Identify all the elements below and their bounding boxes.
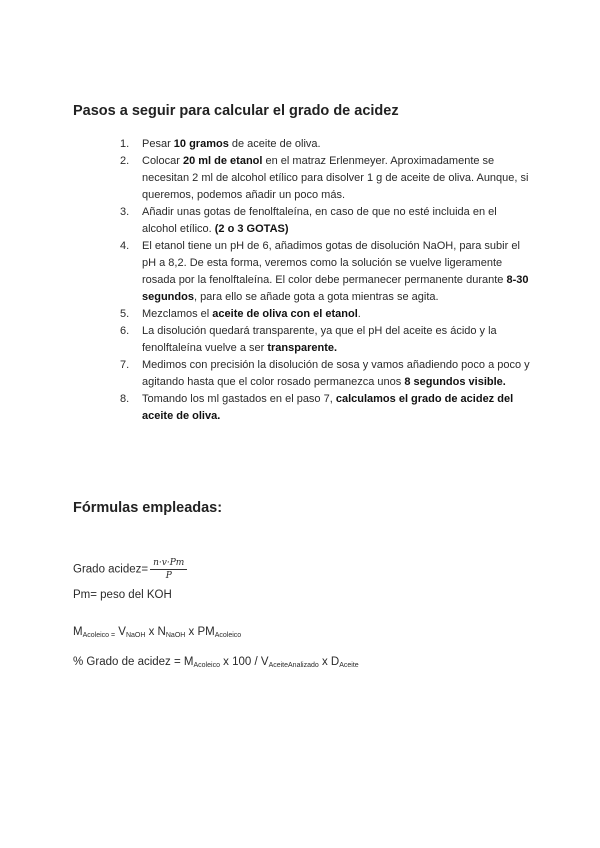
step-text: Mezclamos el xyxy=(142,308,213,320)
step-text-bold: (2 o 3 GOTAS) xyxy=(214,223,289,235)
step-number: 5. xyxy=(120,308,130,320)
formula-grado-acidez xyxy=(73,558,187,581)
sub-acoleico-3: Acoleico xyxy=(193,662,220,669)
fraction-denominator: P xyxy=(165,571,172,581)
step-text-bold: 10 gramos xyxy=(173,138,229,150)
step-text: Medimos con precisión la disolución de sosa y vamos añadiendo poco a poco y agitando hasta que el color rosado permanezca unos xyxy=(142,359,530,388)
step-number: 2. xyxy=(120,155,130,167)
fraction-numerator: n·v·Pm xyxy=(150,558,187,570)
step-number: 1. xyxy=(120,138,130,150)
formula-grado-label: Grado acidez= xyxy=(73,563,149,576)
sub-acoleico: Acoleico = xyxy=(82,632,116,639)
symbol-pm: x PM xyxy=(185,626,215,638)
step-text-bold: transparente. xyxy=(267,342,338,354)
step-text-bold: calculamos el grado de acidez del aceite de oliva. xyxy=(142,393,514,422)
step-text: en el matraz Erlenmeyer. Aproximadamente se necesitan 2 ml de alcohol etílico para disolver 1 g de aceite de oliva. Aunque, si queremos, podemos añadir un poco más. xyxy=(142,155,529,201)
step-item xyxy=(120,136,530,153)
symbol-n: x N xyxy=(145,626,166,638)
steps-heading: Pasos a seguir para calcular el grado de acidez xyxy=(73,103,399,119)
step-text: . xyxy=(357,308,361,320)
sub-naoh-2: NaOH xyxy=(165,632,186,639)
step-text-bold: 8-30 segundos xyxy=(142,274,529,303)
formulas-heading: Fórmulas empleadas: xyxy=(73,500,223,516)
step-number: 3. xyxy=(120,206,130,218)
sub-aceite: Aceite xyxy=(339,662,359,669)
pct-lead: % Grado de acidez = M xyxy=(73,656,194,668)
step-number: 6. xyxy=(120,325,130,337)
step-text-bold: 20 ml de etanol xyxy=(182,155,263,167)
pct-d: x D xyxy=(318,656,340,668)
step-text: Añadir unas gotas de fenolftaleína, en caso de que no esté incluida en el alcohol etílico. xyxy=(142,206,497,235)
step-number: 4. xyxy=(120,240,130,252)
step-text: La disolución quedará transparente, ya que el pH del aceite es ácido y la fenolftaleína vuelve a ser xyxy=(142,325,497,354)
step-text: Pesar xyxy=(142,138,174,150)
step-number: 8. xyxy=(120,393,130,405)
step-number: 7. xyxy=(120,359,130,371)
symbol-m: M xyxy=(73,626,83,638)
step-text: , para ello se añade gota a gota mientras se agita. xyxy=(193,291,439,303)
step-item xyxy=(120,306,530,323)
step-text-bold: aceite de oliva con el etanol xyxy=(212,308,358,320)
step-text-bold: 8 segundos visible. xyxy=(404,376,506,388)
pct-mid: x 100 / V xyxy=(219,656,269,668)
symbol-v: V xyxy=(115,626,126,638)
step-item xyxy=(120,153,530,204)
step-item xyxy=(120,204,530,238)
step-item xyxy=(120,391,530,425)
step-text: Colocar xyxy=(142,155,183,167)
step-item xyxy=(120,238,530,306)
step-text: El etanol tiene un pH de 6, añadimos gotas de disolución NaOH, para subir el pH a 8,2. De esta forma, veremos como la solución se vuelve ligeramente rosada por la fenolftaleína. El color debe permanecer permanente durante xyxy=(142,240,520,286)
step-item xyxy=(120,357,530,391)
formula-percent-acidez xyxy=(73,656,359,669)
sub-aceite-analizado: AceiteAnalizado xyxy=(268,662,319,669)
step-item xyxy=(120,323,530,357)
formula-fraction xyxy=(150,558,187,581)
sub-acoleico-2: Acoleico xyxy=(214,632,242,639)
formula-pm-definition: Pm= peso del KOH xyxy=(73,589,172,601)
step-text: Tomando los ml gastados en el paso 7, xyxy=(142,393,336,405)
step-text: de aceite de oliva. xyxy=(228,138,321,150)
sub-naoh: NaOH xyxy=(125,632,146,639)
formula-m-acoleico xyxy=(73,626,241,639)
steps-list xyxy=(120,136,530,425)
